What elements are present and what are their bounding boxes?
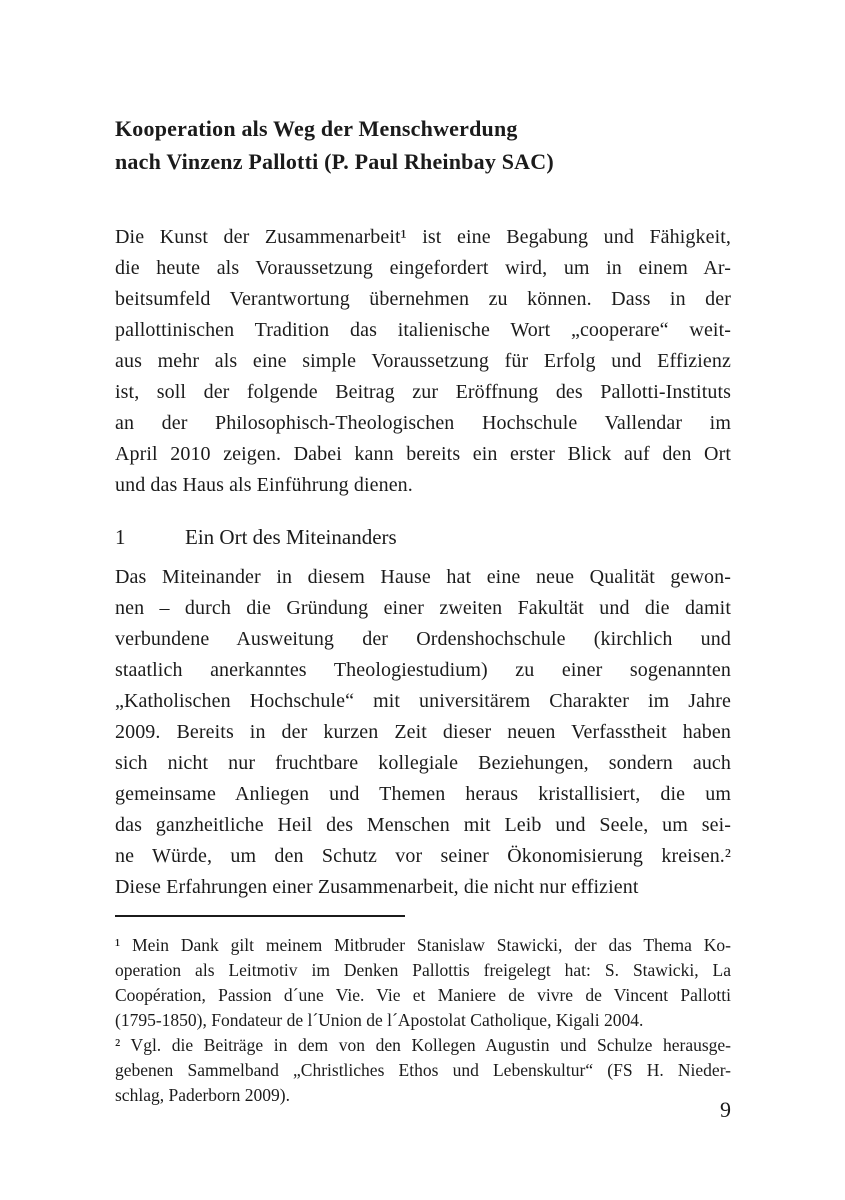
text-line: Das Miteinander in diesem Hause hat eine neue Qualität gewon- xyxy=(115,566,731,588)
text-line: sich nicht nur fruchtbare kollegiale Beziehungen, sondern auch xyxy=(115,752,731,774)
section-heading-number: 1 xyxy=(115,525,126,549)
text-line: schlag, Paderborn 2009). xyxy=(115,1085,290,1105)
text-line: Diese Erfahrungen einer Zusammenarbeit, die nicht nur effizient xyxy=(115,876,639,898)
text-line: ne Würde, um den Schutz vor seiner Ökonomisierung kreisen.² xyxy=(115,845,731,867)
footnote-separator-rule xyxy=(115,915,405,917)
text-line: die heute als Voraussetzung eingefordert wird, um in einem Ar- xyxy=(115,257,731,279)
section-heading xyxy=(115,522,731,553)
text-line: ist, soll der folgende Beitrag zur Eröffnung des Pallotti-Instituts xyxy=(115,381,731,403)
text-line: operation als Leitmotiv im Denken Pallottis freigelegt hat: S. Stawicki, La xyxy=(115,960,731,980)
text-line: Coopération, Passion d´une Vie. Vie et Maniere de vivre de Vincent Pallotti xyxy=(115,985,731,1005)
text-line: April 2010 zeigen. Dabei kann bereits ein erster Blick auf den Ort xyxy=(115,443,731,465)
text-line: und das Haus als Einführung dienen. xyxy=(115,474,413,496)
text-line: pallottinischen Tradition das italienische Wort „cooperare“ weit- xyxy=(115,319,731,341)
text-line: Die Kunst der Zusammenarbeit¹ ist eine Begabung und Fähigkeit, xyxy=(115,226,731,248)
text-line: „Katholischen Hochschule“ mit universitärem Charakter im Jahre xyxy=(115,690,731,712)
text-line: Kooperation als Weg der Menschwerdung xyxy=(115,116,518,141)
text-line: 2009. Bereits in der kurzen Zeit dieser neuen Verfasstheit haben xyxy=(115,721,731,743)
document-title xyxy=(115,112,731,178)
text-line: gemeinsame Anliegen und Themen heraus kristallisiert, die um xyxy=(115,783,731,805)
text-line: gebenen Sammelband „Christliches Ethos und Lebenskultur“ (FS H. Nieder- xyxy=(115,1060,731,1080)
text-line: ¹ Mein Dank gilt meinem Mitbruder Stanislaw Stawicki, der das Thema Ko- xyxy=(115,935,731,955)
body-paragraph-2 xyxy=(115,562,731,903)
text-line: beitsumfeld Verantwortung übernehmen zu können. Dass in der xyxy=(115,288,731,310)
body-paragraph-1 xyxy=(115,222,731,501)
page-content xyxy=(115,0,731,1108)
text-line: staatlich anerkanntes Theologiestudium) zu einer sogenannten xyxy=(115,659,731,681)
section-heading-title: Ein Ort des Miteinanders xyxy=(185,525,397,549)
text-line: verbundene Ausweitung der Ordenshochschule (kirchlich und xyxy=(115,628,731,650)
footnotes-block xyxy=(115,933,731,1108)
text-line: an der Philosophisch-Theologischen Hochschule Vallendar im xyxy=(115,412,731,434)
text-line: nach Vinzenz Pallotti (P. Paul Rheinbay SAC) xyxy=(115,149,554,174)
text-line: aus mehr als eine simple Voraussetzung für Erfolg und Effizienz xyxy=(115,350,731,372)
text-line: (1795-1850), Fondateur de l´Union de l´Apostolat Catholique, Kigali 2004. xyxy=(115,1010,644,1030)
page-number: 9 xyxy=(720,1097,731,1122)
text-line: ² Vgl. die Beiträge in dem von den Kollegen Augustin und Schulze herausge- xyxy=(115,1035,731,1055)
text-line: nen – durch die Gründung einer zweiten Fakultät und die damit xyxy=(115,597,731,619)
footnote-1 xyxy=(115,933,731,1033)
text-line: das ganzheitliche Heil des Menschen mit Leib und Seele, um sei- xyxy=(115,814,731,836)
